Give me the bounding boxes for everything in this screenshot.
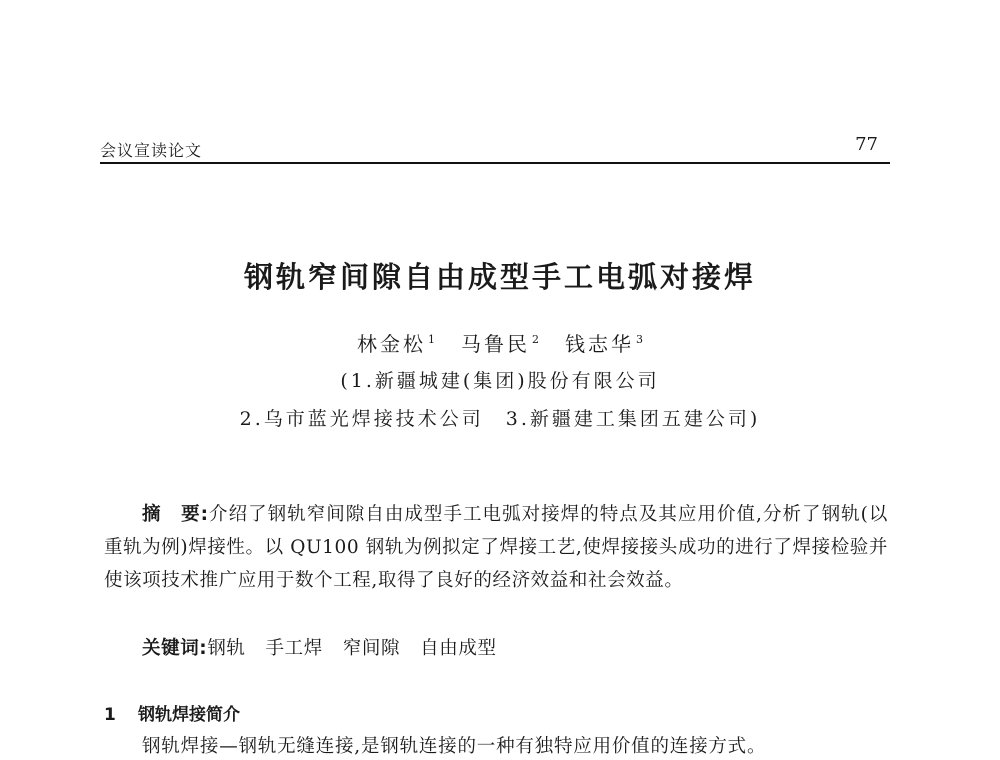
keywords <box>142 634 497 660</box>
paper-title: 钢轨窄间隙自由成型手工电弧对接焊 <box>243 260 756 294</box>
running-header <box>100 130 890 164</box>
page-number: 77 <box>855 134 878 155</box>
author-affiliation-mark: 3 <box>636 333 643 347</box>
section-number: 1 <box>104 705 116 725</box>
abstract-label: 摘 要: <box>142 504 209 525</box>
keywords-label: 关键词: <box>142 638 208 659</box>
section-body-text: 钢轨焊接—钢轨无缝连接,是钢轨连接的一种有独特应用价值的连接方式。 <box>142 736 767 757</box>
author-name: 林金松 <box>357 332 426 356</box>
abstract-text: 介绍了钢轨窄间隙自由成型手工电弧对接焊的特点及其应用价值,分析了钢轨(以重轨为例)焊接性。以 QU100 钢轨为例拟定了焊接工艺,使焊接接头成功的进行了焊接检验并使该项技术推广应用于数个工程,取得了良好的经济效益和社会效益。 <box>104 504 888 591</box>
author-affiliation-mark: 2 <box>532 333 539 347</box>
header-section-label: 会议宣读论文 <box>100 141 203 160</box>
abstract <box>104 498 888 597</box>
author-name: 钱志华 <box>565 332 634 356</box>
author-affiliation-mark: 1 <box>428 333 435 347</box>
author-name: 马鲁民 <box>461 332 530 356</box>
section-heading <box>104 700 240 725</box>
keyword-item: 手工焊 <box>265 638 323 659</box>
affiliation-line-2: 2.乌市蓝光焊接技术公司 3.新疆建工集团五建公司) <box>239 408 761 430</box>
keyword-item: 自由成型 <box>420 638 497 659</box>
keyword-item: 窄间隙 <box>342 638 401 659</box>
keyword-item: 钢轨 <box>207 638 246 659</box>
affiliation-line-1: (1.新疆城建(集团)股份有限公司 <box>340 370 660 392</box>
section-title: 钢轨焊接简介 <box>138 705 240 725</box>
author-list <box>0 328 1000 357</box>
